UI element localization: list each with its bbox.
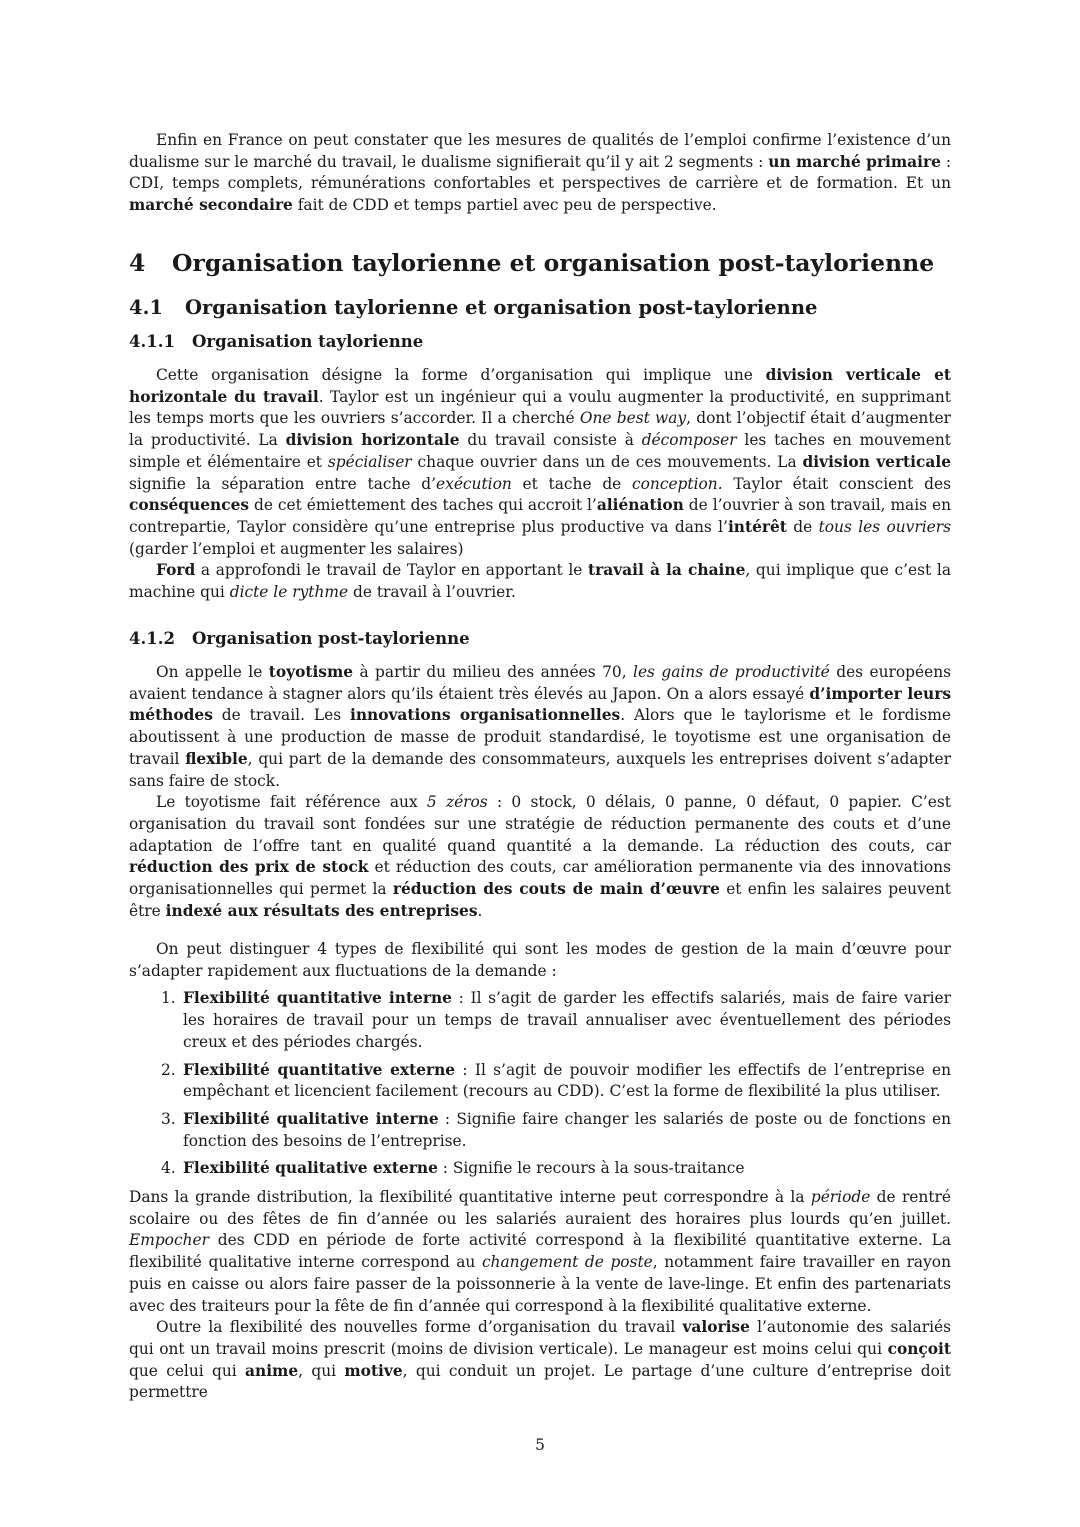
flexibility-block — [129, 939, 951, 1186]
taylorienne-paragraph-2: Ford a approfondi le travail de Taylor en apportant le travail à la chaine, qui implique que c’est la machine qui dicte le rythme de travail à l’ouvrier. — [129, 561, 951, 602]
flexibility-list — [129, 988, 951, 1180]
autonomy-paragraph: Outre la flexibilité des nouvelles forme d’organisation du travail valorise l’autonomie des salariés qui ont un travail moins prescrit (moins de division verticale). Le manageur est moins celui qui conçoit que celui qui anime, qui motive, qui conduit un projet. Le partage d’une culture d’entreprise doit permettre — [129, 1318, 952, 1402]
subsubsection-heading-taylorienne — [129, 331, 951, 353]
list-item: 4. Flexibilité qualitative externe : Signifie le recours à la sous-traitance — [161, 1159, 745, 1178]
post-taylorienne-body — [129, 662, 951, 922]
subsection-heading — [129, 295, 951, 321]
post-taylorienne-paragraph-2: Le toyotisme fait référence aux 5 zéros : 0 stock, 0 délais, 0 panne, 0 défaut, 0 papier. C’est organisation du travail sont fondées sur une stratégie de réduction permanente des couts et d’une adaptation de l’offre tant en qualité quand quantité a la demande. La réduction des couts, car réduction des prix de stock et réduction des couts, car amélioration permanente via des innovations organisationnelles qui permet la réduction des couts de main d’œuvre et enfin les salaires peuvent être indexé aux résultats des entreprises. — [129, 793, 951, 920]
subsubsection-heading-post-taylorienne — [129, 628, 951, 650]
subsection-title: Organisation taylorienne et organisation post-taylorienne — [185, 296, 818, 319]
flexibility-intro-paragraph: On peut distinguer 4 types de flexibilité qui sont les modes de gestion de la main d’œuvre pour s’adapter rapidement aux fluctuations de la demande : — [129, 940, 951, 980]
subsubsection-number: 4.1.2 — [129, 629, 175, 648]
subsubsection-title: Organisation post-taylorienne — [192, 629, 470, 648]
distribution-block — [129, 1187, 951, 1404]
taylorienne-paragraph-1: Cette organisation désigne la forme d’organisation qui implique une division verticale et horizontale du travail. Taylor est un ingénieur qui a voulu augmenter la productivité, en supprimant les temps morts que les ouvriers s’accorder. Il a cherché One best way, dont l’objectif était d’augmenter la productivité. La division horizontale du travail consiste à décomposer les taches en mouvement simple et élémentaire et spécialiser chaque ouvrier dans un de ces mouvements. La division verticale signifie la séparation entre tache d’exécution et tache de conception. Taylor était conscient des conséquences de cet émiettement des taches qui accroit l’aliénation de l’ouvrier à son travail, mais en contrepartie, Taylor considère qu’une entreprise plus productive va dans l’intérêt de tous les ouvriers (garder l’emploi et augmenter les salaires) — [129, 366, 951, 558]
taylorienne-body — [129, 365, 951, 604]
distribution-paragraph: Dans la grande distribution, la flexibilité quantitative interne peut correspondre à la période de rentré scolaire ou des fêtes de fin d’année ou les salariés auraient des horaires plus lourds qu’en juillet. Empocher des CDD en période de forte activité correspond à la flexibilité quantitative externe. La flexibilité qualitative interne correspond au changement de poste, notamment faire travailler en rayon puis en caisse ou alors faire passer de la poissonnerie à la vente de lave-linge. Et enfin des partenariats avec des traiteurs pour la fête de fin d’année qui correspond à la flexibilité qualitative externe. — [129, 1188, 951, 1315]
page-number: 5 — [535, 1436, 545, 1454]
section-heading — [129, 248, 951, 278]
subsubsection-title: Organisation taylorienne — [192, 332, 424, 351]
intro-paragraph: Enfin en France on peut constater que les mesures de qualités de l’emploi confirme l’existence d’un dualisme sur le marché du travail, le dualisme signifierait qu’il y ait 2 segments : un marché primaire : CDI, temps complets, rémunérations confortables et perspectives de carrière et de formation. Et un marché secondaire fait de CDD et temps partiel avec peu de perspective. — [129, 131, 952, 215]
section-number: 4 — [129, 249, 146, 277]
intro-paragraph-block — [129, 130, 951, 217]
subsection-number: 4.1 — [129, 296, 163, 319]
post-taylorienne-paragraph-1: On appelle le toyotisme à partir du milieu des années 70, les gains de productivité des européens avaient tendance à stagner alors qu’ils étaient très élevés au Japon. On a alors essayé d’importer leurs méthodes de travail. Les innovations organisationnelles. Alors que le taylorisme et le fordisme aboutissent à une production de masse de produit standardisé, le toyotisme est une organisation de travail flexible, qui part de la demande des consommateurs, auxquels les entreprises doivent s’adapter sans faire de stock. — [129, 663, 952, 790]
list-item: 2. Flexibilité quantitative externe : Il s’agit de pouvoir modifier les effectifs de l’entreprise en empêchant et licencient facilement (recours au CDD). C’est la forme de flexibilité la plus utiliser. — [161, 1060, 951, 1101]
list-item: 1. Flexibilité quantitative interne : Il s’agit de garder les effectifs salariés, mais de faire varier les horaires de travail pour un temps de travail annualiser avec éventuellement des périodes creux et des périodes chargés. — [161, 989, 951, 1051]
section-title: Organisation taylorienne et organisation post-taylorienne — [172, 249, 935, 277]
list-item: 3. Flexibilité qualitative interne : Signifie faire changer les salariés de poste ou de fonctions en fonction des besoins de l’entreprise. — [161, 1109, 951, 1150]
subsubsection-number: 4.1.1 — [129, 332, 175, 351]
